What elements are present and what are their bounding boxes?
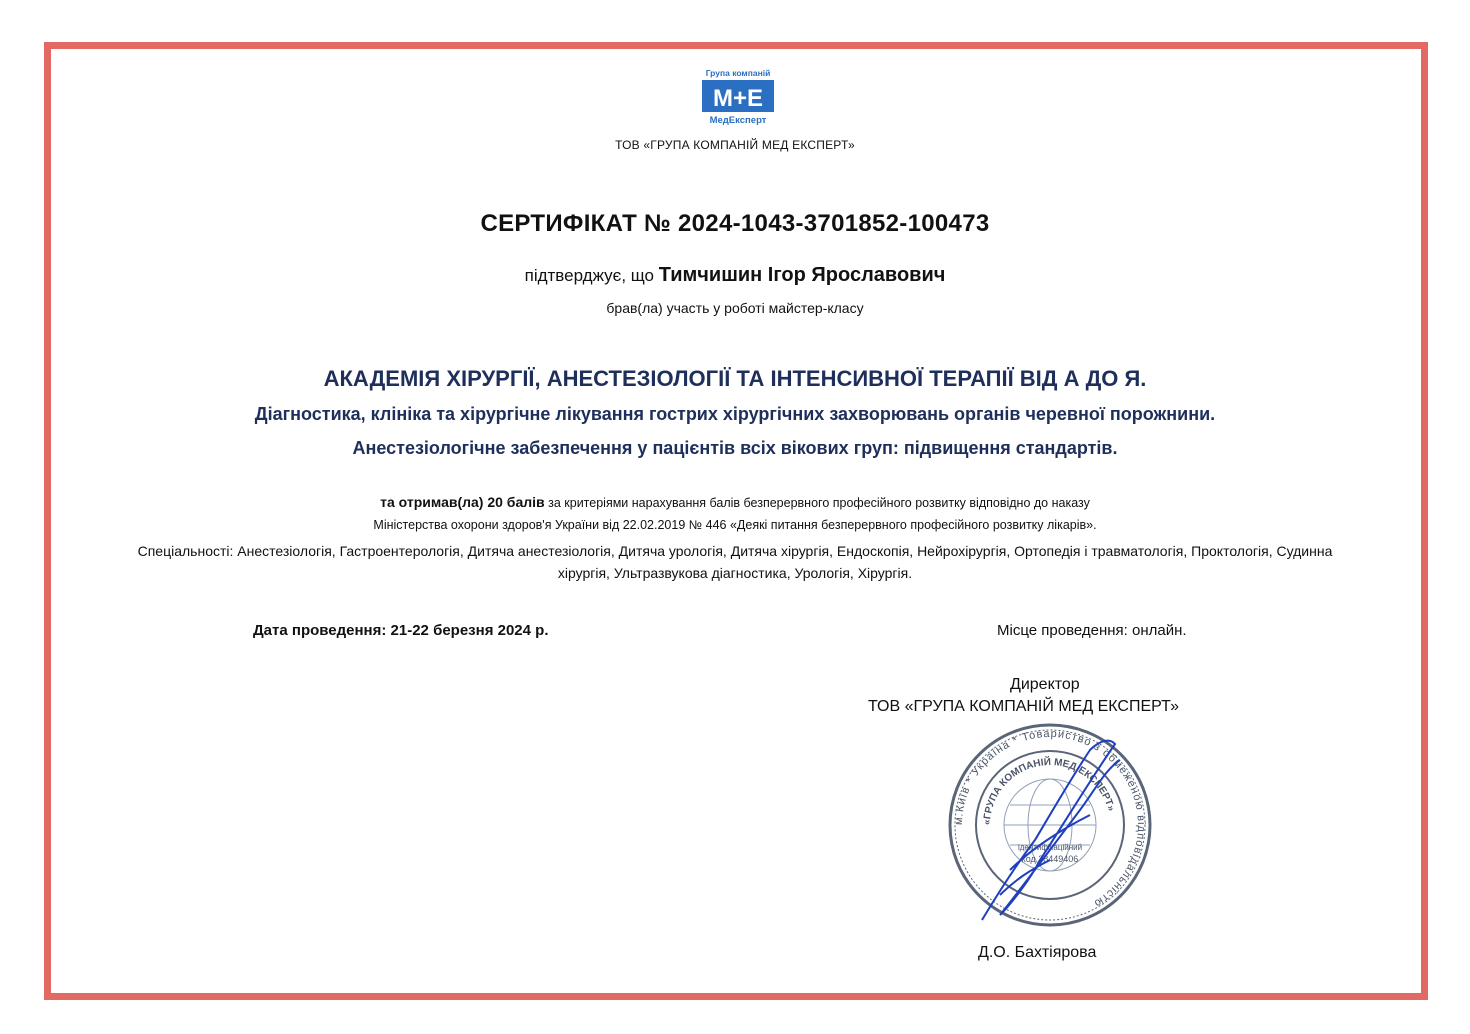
stamp-code: код 38449406 <box>1021 854 1079 864</box>
company-stamp <box>940 720 1160 930</box>
subtitle-1: Діагностика, клініка та хірургічне лікування гострих хірургічних захворювань органів черевної порожнини. <box>254 404 1216 424</box>
specialities: Спеціальності: Анестезіологія, Гастроентерологія, Дитяча анестезіологія, Дитяча урологія, Дитяча хірургія, Ендоскопія, Нейрохірургія, Ортопедія і травматологія, Проктологія, Судинна хірургія, Ультразвукова діагностика, Урологія, Хірургія. <box>137 543 1333 581</box>
stamp-inner-text: «ГРУПА КОМПАНІЙ МЕД ЕКСПЕРТ» <box>981 756 1117 826</box>
company-logo <box>698 68 778 126</box>
academy-title: АКАДЕМІЯ ХІРУРГІЇ, АНЕСТЕЗІОЛОГІЇ ТА ІНТЕНСИВНОЇ ТЕРАПІЇ ВІД А ДО Я. <box>323 366 1147 391</box>
event-place: Місце проведення: онлайн. <box>997 622 1187 639</box>
stamp-code-label: ідентифікаційний <box>1017 843 1083 852</box>
stamp-outer-text: м.Київ * Україна * Товариство з обмеженою відповідальністю <box>952 727 1148 910</box>
points-rest: за критеріями нарахування балів безперервного професійного розвитку відповідно до наказу <box>548 496 1090 510</box>
logo-top-text: Група компаній <box>705 68 771 78</box>
event-date: Дата проведення: 21-22 березня 2024 р. <box>253 622 549 639</box>
signer-name: Д.О. Бахтіярова <box>978 944 1097 961</box>
subtitle-2: Анестезіологічне забезпечення у пацієнтів всіх вікових груп: підвищення стандартів. <box>352 438 1118 458</box>
certificate-title: СЕРТИФІКАТ № 2024-1043-3701852-100473 <box>480 210 990 237</box>
participation-line: брав(ла) участь у роботі майстер-класу <box>606 300 864 316</box>
director-company: ТОВ «ГРУПА КОМПАНІЙ МЕД ЕКСПЕРТ» <box>868 698 1180 715</box>
director-title: Директор <box>1010 676 1080 693</box>
company-header: ТОВ «ГРУПА КОМПАНІЙ МЕД ЕКСПЕРТ» <box>615 138 855 152</box>
svg-text:м.Київ * Україна * Товариство <box>953 728 1147 910</box>
points-bold: та отримав(ла) 20 балів <box>380 494 545 510</box>
confirm-prefix: підтверджує, що <box>524 266 655 285</box>
logo-mark: М+Е <box>712 85 764 112</box>
points-line <box>0 494 1470 510</box>
recipient-name: Тимчишин Ігор Ярославович <box>658 264 946 286</box>
confirm-line <box>0 264 1470 287</box>
logo-bottom-text: МедЕксперт <box>709 115 767 126</box>
ministry-line: Міністерства охорони здоров'я України від 22.02.2019 № 446 «Деякі питання безперервного професійного розвитку лікарів». <box>373 518 1097 532</box>
